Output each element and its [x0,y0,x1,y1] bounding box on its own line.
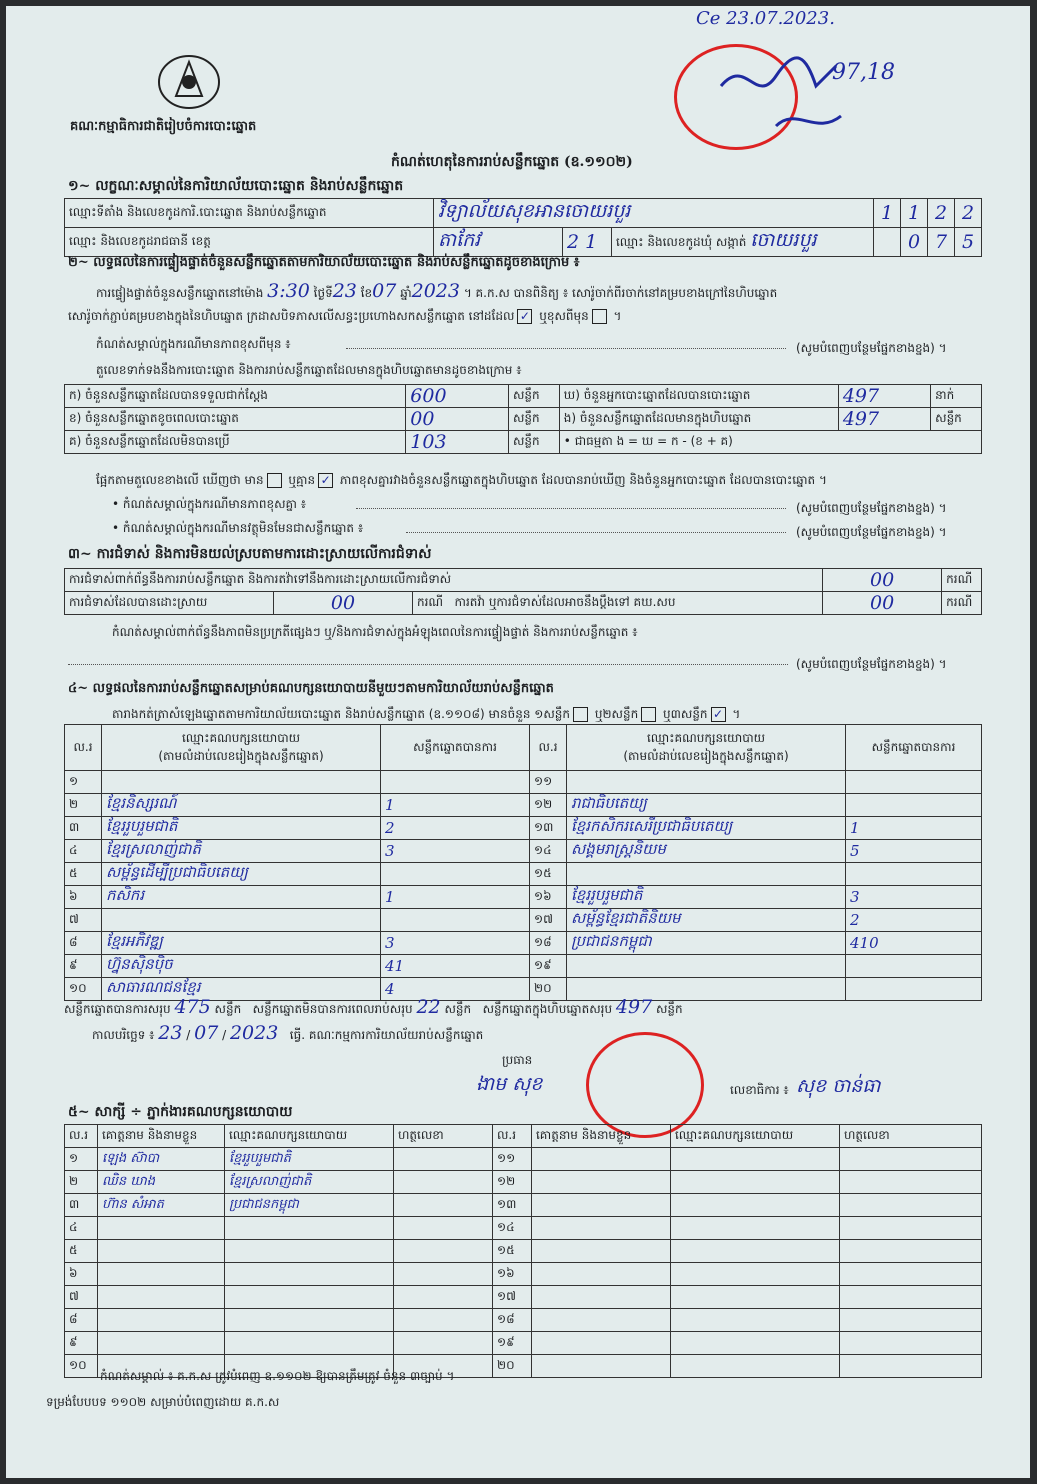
party-no: ១៥ [530,863,567,886]
party-votes [846,955,982,978]
document-page [6,6,1030,1478]
witness-name [98,1240,225,1263]
commune-code-digit: 5 [955,228,982,257]
table-row [65,1194,982,1217]
party-no: ១៤ [530,840,567,863]
witness-party[interactable] [671,1148,840,1171]
complaints-label: ការជំទាស់ពាក់ព័ន្ធនឹងការរាប់សន្លឹកឆ្នោត និងការតវ៉ាទៅនឹងការដោះស្រាយលើការជំទាស់ [65,569,823,592]
table-row [65,1263,982,1286]
witness-name[interactable] [532,1332,671,1355]
witness-no: ៥ [65,1240,98,1263]
witness-name [98,1332,225,1355]
witness-party[interactable] [671,1240,840,1263]
witness-party[interactable] [671,1309,840,1332]
witness-name: ហ៊ាន សំអាត [98,1194,225,1217]
party-name: ប្រជាជនកម្ពុជា [567,932,846,955]
witness-party [225,1217,394,1240]
totals-line: សន្លឹកឆ្នោតបានការសរុប 475 សន្លឹក សន្លឹកឆ្នោតមិនបានការពេលរាប់សរុប 22 សន្លឹក សន្លឹកឆ្នោតក្នុងហិបឆ្នោតសរុប 497 សន្លឹក [64,996,683,1018]
witness-name[interactable] [532,1171,671,1194]
table-row [65,1309,982,1332]
witness-signature[interactable] [394,1332,493,1355]
witness-party[interactable] [671,1355,840,1378]
witness-name[interactable] [532,1263,671,1286]
complaints-value: 00 [823,569,942,592]
witness-signature[interactable] [394,1148,493,1171]
col-name: គោត្តនាម និងនាមខ្លួន [532,1125,671,1148]
witness-signature[interactable] [840,1148,982,1171]
witness-name[interactable] [532,1355,671,1378]
witness-signature[interactable] [840,1355,982,1378]
witness-no: ៨ [65,1309,98,1332]
col-name: គោត្តនាម និងនាមខ្លួន [98,1125,225,1148]
table-intro: តួលេខទាក់ទងនឹងការបោះឆ្នោត និងការរាប់សន្លឹកឆ្នោតដែលមានក្នុងហិបឆ្នោតមានដូចខាងក្រោម ៖ [96,363,522,377]
formula-text: • ជាធម្មតា ង = ឃ = ក - (ខ + គ) [559,431,981,454]
witness-name: ឈិន ឃាង [98,1171,225,1194]
witness-party [225,1309,394,1332]
fill-hint: (សូមបំពេញបន្ថែមផ្នែកខាងខ្នង) ។ [796,341,947,355]
witness-no: ១៥ [493,1240,532,1263]
section-1-table [64,198,982,257]
witness-signature[interactable] [840,1332,982,1355]
irregularity-line[interactable] [68,664,788,665]
party-votes [846,794,982,817]
table-row [65,886,982,909]
party-name: ខ្មែរនិស្សរណ៍ [102,794,381,817]
party-votes [381,863,530,886]
spoiled-value: 00 [406,408,509,431]
col-no: ល.រ [65,1125,98,1148]
location-code-digit: 1 [901,199,928,228]
party-no: ១៦ [530,886,567,909]
party-no: ៤ [65,840,102,863]
witness-no: ២០ [493,1355,532,1378]
location-code-digit: 2 [955,199,982,228]
witness-signature[interactable] [840,1217,982,1240]
witness-signature[interactable] [840,1240,982,1263]
witness-no: ១១ [493,1148,532,1171]
table-row [65,1332,982,1355]
handwritten-date-note: Ce 23.07.2023. [696,8,835,29]
in-box-value: 497 [838,408,930,431]
witness-party[interactable] [671,1332,840,1355]
party-votes: 1 [381,886,530,909]
party-name: ខ្មែរអភិវឌ្ឍ [102,932,381,955]
witness-party [225,1286,394,1309]
section-2-title: ២~ លទ្ធផលនៃការផ្ទៀងផ្ទាត់ចំនួនសន្លឹកឆ្នោតតាមការិយាល័យបោះឆ្នោត និងរាប់សន្លឹកឆ្នោតដូចខាងក្រោម ៖ [68,255,580,270]
note-difference-line[interactable] [356,508,786,509]
form-reference: ទម្រង់បែបបទ ១១០២ សម្រាប់បំពេញដោយ គ.ក.ស [46,1395,280,1409]
fill-hint: (សូមបំពេញបន្ថែមផ្នែកខាងខ្នង) ។ [796,501,947,515]
party-name: ខ្មែរកសិករសេរីប្រជាធិបតេយ្យ [567,817,846,840]
one-sheet-checkbox[interactable] [573,707,588,722]
col-no: ល.រ [65,725,102,771]
witness-no: ១៧ [493,1286,532,1309]
party-no: ៣ [65,817,102,840]
party-votes [846,863,982,886]
resolved-label: ការជំទាស់ដែលបានដោះស្រាយ [65,592,274,615]
resolved-value: 00 [274,592,413,615]
witness-name[interactable] [532,1148,671,1171]
party-no: ៦ [65,886,102,909]
witness-signature[interactable] [840,1171,982,1194]
witness-name[interactable] [532,1286,671,1309]
witness-party[interactable] [671,1171,840,1194]
form-title: កំណត់ហេតុនៃការរាប់សន្លឹកឆ្នោត (ឧ.១១០២) [391,154,633,170]
party-name: សាធារណជនខ្មែរ [102,978,381,1001]
two-sheet-checkbox[interactable] [641,707,656,722]
received-value: 600 [406,385,509,408]
official-stamp-bottom [586,1032,704,1138]
witness-party: ខ្មែរស្រលាញ់ជាតិ [225,1171,394,1194]
witness-no: ១៦ [493,1263,532,1286]
table-row [65,1217,982,1240]
section-4-title: ៤~ លទ្ធផលនៃការរាប់សន្លឹកឆ្នោតសម្រាប់គណបក្សនយោបាយនីមួយៗតាមការិយាល័យរាប់សន្លឹកឆ្នោត [68,681,554,696]
date-line: កាលបរិច្ឆេទ ៖ 23 / 07 / 2023 ធ្វើ. គណៈកម្មការការិយាល័យរាប់សន្លឹកឆ្នោត [92,1022,484,1044]
witness-signature[interactable] [840,1286,982,1309]
col-party: ឈ្មោះគណបក្សនយោបាយ (តាមលំដាប់លេខរៀងក្នុងសន្លឹកឆ្នោត) [102,725,381,771]
complaints-table: ការជំទាស់ពាក់ព័ន្ធនឹងការរាប់សន្លឹកឆ្នោត និងការតវ៉ាទៅនឹងការដោះស្រាយលើការជំទាស់ 00 ករណី ការជំទាស់ដែលបានដោះស្រាយ 00 ករណី ការតវ៉ា ឬការជំទាស់ដែលអាចនឹងប្តឹងទៅ គឃ.សប 00 ករណី [64,568,982,615]
fill-hint: (សូមបំពេញបន្ថែមផ្នែកខាងខ្នង) ។ [796,657,947,671]
table-row [65,909,982,932]
table-row [65,1148,982,1171]
witness-party: ខ្មែររួបរួមជាតិ [225,1148,394,1171]
witness-signature[interactable] [394,1309,493,1332]
secretary-name: សុខ ចាន់ធា [796,1075,881,1097]
province-code: 2 1 [563,228,612,257]
location-value: វិទ្យាល័យសុខអានចោយរបួរ [434,199,874,228]
note-foreign-object: • កំណត់សម្គាល់ក្នុងករណីមានវត្ថុមិនមែនជាសន្លឹកឆ្នោត ៖ [112,521,364,535]
party-votes [381,909,530,932]
witness-party [225,1263,394,1286]
table-row [65,1240,982,1263]
party-name: ខ្មែររួបរួមជាតិ [102,817,381,840]
party-votes: 4 [381,978,530,1001]
changed-checkbox[interactable] [592,309,607,324]
witness-no: ៩ [65,1332,98,1355]
same-checkbox[interactable]: ✓ [517,309,532,324]
commune-code-digit: 0 [901,228,928,257]
party-name [102,771,381,794]
has-diff-checkbox[interactable] [267,473,282,488]
unused-label: គ) ចំនួនសន្លឹកឆ្នោតដែលមិនបានប្រើ [65,431,406,454]
party-no: ១០ [65,978,102,1001]
committee-header: គណៈកម្មាធិការជាតិរៀបចំការបោះឆ្នោត [70,119,257,134]
witness-no: ៣ [65,1194,98,1217]
party-votes: 1 [381,794,530,817]
time-value: 3:30 [267,280,310,302]
ballot-count-table: ក) ចំនួនសន្លឹកឆ្នោតដែលបានទទួលជាក់ស្តែង 600 សន្លឹក ឃ) ចំនួនអ្នកបោះឆ្នោតដែលបានបោះឆ្នោត 497 នាក់ ខ) ចំនួនសន្លឹកឆ្នោតខូចពេលបោះឆ្នោត 00 សន្លឹក ង) ចំនួនសន្លឹកឆ្នោតដែលមានក្នុងហិបឆ្នោត 497 សន្លឹក គ) ចំនួនសន្លឹកឆ្នោតដែលមិនបានប្រើ 103 សន្លឹក • ជាធម្មតា ង = ឃ = ក - (ខ + គ) [64,384,982,454]
witness-signature[interactable] [394,1171,493,1194]
table-row [65,771,982,794]
voters-label: ឃ) ចំនួនអ្នកបោះឆ្នោតដែលបានបោះឆ្នោត [559,385,838,408]
signature-top-icon [716,46,846,136]
witness-no: ១៣ [493,1194,532,1217]
col-sign: ហត្ថលេខា [394,1125,493,1148]
in-box-label: ង) ចំនួនសន្លឹកឆ្នោតដែលមានក្នុងហិបឆ្នោត [559,408,838,431]
commune-value: ចោយរបួរ [750,229,817,251]
total-in-box: 497 [615,996,653,1018]
voters-value: 497 [838,385,930,408]
party-votes [381,771,530,794]
party-no: ៨ [65,932,102,955]
witness-signature[interactable] [394,1194,493,1217]
witness-party[interactable] [671,1194,840,1217]
party-name: ហ្វ៊ុនស៊ិនប៉ិច [102,955,381,978]
party-name: សម្ព័ន្ធដើម្បីប្រជាធិបតេយ្យ [102,863,381,886]
chair-label: ប្រធាន [502,1053,533,1067]
party-no: ២០ [530,978,567,1001]
witness-party [225,1240,394,1263]
tally-sheets-line: តារាងកត់ត្រាសំឡេងឆ្នោតតាមការិយាល័យបោះឆ្នោត និងរាប់សន្លឹកឆ្នោត (ឧ.១១០៨) មានចំនួន ១សន្លឹក ឬ២សន្លឹក ឬ៣សន្លឹក ✓ ។ [112,707,741,721]
table-row [65,863,982,886]
party-name: រាជាធិបតេយ្យ [567,794,846,817]
party-votes: 3 [846,886,982,909]
witness-name: ឡេង ស៊ាបា [98,1148,225,1171]
party-name: សម្ព័ន្ធខ្មែរជាតិនិយម [567,909,846,932]
party-results-table [64,724,982,1001]
witness-name [98,1217,225,1240]
col-party: ឈ្មោះគណបក្សនយោបាយ [225,1125,394,1148]
table-row [65,840,982,863]
commune-code-digit: 7 [928,228,955,257]
chair-name: ងាម សុខ [476,1073,543,1095]
witness-party[interactable] [671,1286,840,1309]
party-name [102,909,381,932]
note-difference: • កំណត់សម្គាល់ក្នុងករណីមានភាពខុសគ្នា ៖ [112,497,307,511]
no-diff-checkbox[interactable]: ✓ [318,473,333,488]
handwritten-number: 97,18 [832,60,895,85]
col-no: ល.រ [493,1125,532,1148]
witness-signature[interactable] [840,1309,982,1332]
total-invalid: 22 [416,996,441,1018]
secretary-label: លេខាធិការ ៖ [730,1083,789,1097]
party-no: ១ [65,771,102,794]
location-label: ឈ្មោះទីតាំង និងលេខកូដការិ.បោះឆ្នោត និងរាប់សន្លឹកឆ្នោត [65,199,434,228]
party-votes: 3 [381,840,530,863]
party-votes: 2 [381,817,530,840]
section-1-title: ១~ លក្ខណៈសម្គាល់នៃការិយាល័យបោះឆ្នោត និងរាប់សន្លឹកឆ្នោត [68,178,404,194]
table-row [65,1171,982,1194]
party-no: ៧ [65,909,102,932]
party-votes: 5 [846,840,982,863]
witness-name [98,1309,225,1332]
province-label: ឈ្មោះ និងលេខកូដរាជធានី ខេត្ត [65,228,434,257]
party-no: ១៨ [530,932,567,955]
witness-name[interactable] [532,1240,671,1263]
party-votes: 41 [381,955,530,978]
witness-no: ២ [65,1171,98,1194]
compare-line: ផ្អែកតាមតួលេខខាងលើ ឃើញថា មាន ឬគ្មាន ✓ ភាពខុសគ្នារវាងចំនួនសន្លឹកឆ្នោតក្នុងហិបឆ្នោត ដែលបានរាប់ឃើញ និងចំនួនអ្នកបោះឆ្នោត ដែលបានបោះឆ្នោត ។ [96,473,827,487]
witness-no: ១០ [65,1355,98,1378]
national-emblem-icon [154,52,224,112]
witness-no: ១៤ [493,1217,532,1240]
party-name [567,955,846,978]
received-label: ក) ចំនួនសន្លឹកឆ្នោតដែលបានទទួលជាក់ស្តែង [65,385,406,408]
party-no: ៥ [65,863,102,886]
party-no: ១៧ [530,909,567,932]
province-value: តាកែវ [434,228,563,257]
party-name [567,771,846,794]
table-row [65,794,982,817]
col-votes: សន្លឹកឆ្នោតបានការ [846,725,982,771]
location-code-digit: 1 [874,199,901,228]
party-votes: 2 [846,909,982,932]
party-name: កសិករ [102,886,381,909]
verification-line-1: ការផ្ទៀងផ្ទាត់ចំនួនសន្លឹកឆ្នោតនៅម៉ោង 3:30 ថ្ងៃទី23 ខែ07 ឆ្នាំ2023 ។ គ.ក.ស បានពិនិត្យ ៖ សោរ៉ូចាក់ពីរចាក់នៅគម្របខាងក្រៅនៃហិបឆ្នោត [96,280,778,302]
party-votes: 410 [846,932,982,955]
party-no: ១៩ [530,955,567,978]
party-name: ខ្មែរស្រលាញ់ជាតិ [102,840,381,863]
table-row [65,817,982,840]
footer-note: កំណត់សម្គាល់ ៖ គ.ក.ស ត្រូវបំពេញ ឧ.១១០២ ឱ្យបានត្រឹមត្រូវ ចំនួន ៣ច្បាប់ ។ [100,1369,455,1383]
witness-signature[interactable] [394,1217,493,1240]
irregularity-note: កំណត់សម្គាល់ពាក់ព័ន្ធនឹងភាពមិនប្រក្រតីផ្សេងៗ ឬ/និងការជំទាស់ក្នុងអំឡុងពេលនៃការផ្ទៀងផ្ទាត់ និងការរាប់សន្លឹកឆ្នោត ៖ [112,625,638,639]
location-code-digit: 2 [928,199,955,228]
commune-label: ឈ្មោះ និងលេខកូដឃុំ សង្កាត់ ចោយរបួរ [612,228,874,257]
witness-no: ១២ [493,1171,532,1194]
witness-name[interactable] [532,1194,671,1217]
verification-line-2: សោរ៉ូចាក់ភ្ជាប់គម្របខាងក្នុងនៃហិបឆ្នោត ក្រដាសបិទភាសលើសន្ធះប្រហោងសកសន្លឹកឆ្នោត នៅដដែល ✓ ឬខុសពីមុន ។ [68,309,622,323]
witness-name[interactable] [532,1217,671,1240]
unused-value: 103 [406,431,509,454]
table-row [65,955,982,978]
witness-party[interactable] [671,1263,840,1286]
party-name: សង្គមរាស្ត្រនិយម [567,840,846,863]
party-no: ១៣ [530,817,567,840]
party-name [567,863,846,886]
col-no: ល.រ [530,725,567,771]
col-party: ឈ្មោះគណបក្សនយោបាយ (តាមលំដាប់លេខរៀងក្នុងសន្លឹកឆ្នោត) [567,725,846,771]
party-no: ២ [65,794,102,817]
table-row [65,1286,982,1309]
col-sign: ហត្ថលេខា [840,1125,982,1148]
party-name: ខ្មែររួបរួមជាតិ [567,886,846,909]
col-votes: សន្លឹកឆ្នោតបានការ [381,725,530,771]
witness-name [98,1286,225,1309]
party-votes: 1 [846,817,982,840]
note-diff-label: កំណត់សម្គាល់ក្នុងករណីមានភាពខុសពីមុន ៖ [96,337,291,351]
fill-hint: (សូមបំពេញបន្ថែមផ្នែកខាងខ្នង) ។ [796,525,947,539]
witness-party[interactable] [671,1217,840,1240]
total-valid: 475 [174,996,211,1018]
witness-no: ៤ [65,1217,98,1240]
party-no: ១១ [530,771,567,794]
section-3-title: ៣~ ការជំទាស់ និងការមិនយល់ស្របតាមការដោះស្រាយលើការជំទាស់ [68,546,432,562]
witness-no: ១៩ [493,1332,532,1355]
witness-signature[interactable] [394,1286,493,1309]
appeal-label: ករណី ការតវ៉ា ឬការជំទាស់ដែលអាចនឹងប្តឹងទៅ គឃ.សប [413,592,823,615]
party-votes [846,771,982,794]
party-no: ៩ [65,955,102,978]
witness-party [225,1332,394,1355]
witness-no: ៧ [65,1286,98,1309]
three-sheet-checkbox[interactable]: ✓ [711,707,726,722]
witness-table [64,1124,982,1378]
note-diff-line[interactable] [346,348,786,349]
spoiled-label: ខ) ចំនួនសន្លឹកឆ្នោតខូចពេលបោះឆ្នោត [65,408,406,431]
appeal-value: 00 [823,592,942,615]
col-party: ឈ្មោះគណបក្សនយោបាយ [671,1125,840,1148]
party-votes: 3 [381,932,530,955]
witness-name[interactable] [532,1309,671,1332]
witness-signature[interactable] [840,1194,982,1217]
witness-signature[interactable] [840,1263,982,1286]
witness-name [98,1263,225,1286]
witness-signature[interactable] [394,1240,493,1263]
note-foreign-line[interactable] [406,532,786,533]
section-5-title: ៥~ សាក្សី ÷ ភ្នាក់ងារគណបក្សនយោបាយ [68,1104,293,1120]
witness-no: ១៨ [493,1309,532,1332]
witness-no: ៦ [65,1263,98,1286]
table-row [65,932,982,955]
party-no: ១២ [530,794,567,817]
witness-no: ១ [65,1148,98,1171]
witness-signature[interactable] [394,1263,493,1286]
witness-party: ប្រជាជនកម្ពុជា [225,1194,394,1217]
